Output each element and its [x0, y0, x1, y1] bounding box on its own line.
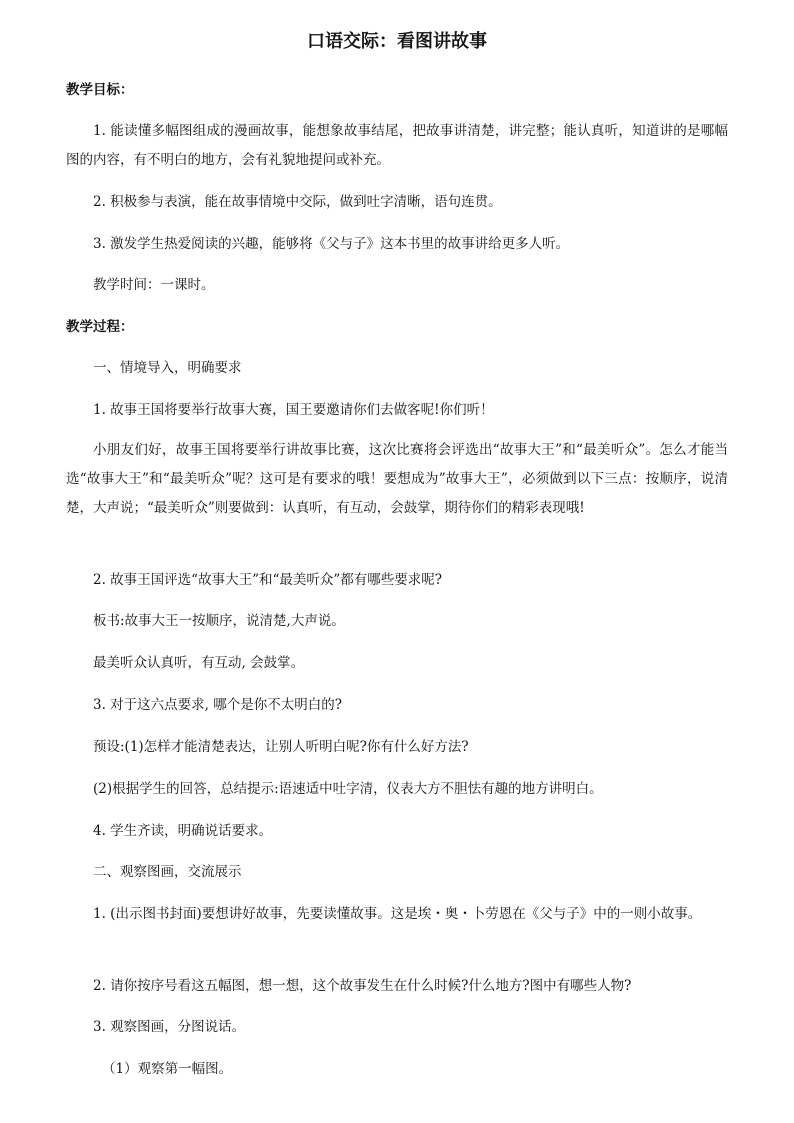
preset-2: (2)根据学生的回答，总结提示:语速适中吐字清，仪表大方不胆怯有趣的地方讲明白。	[93, 781, 603, 797]
goal-3: 3. 激发学生热爱阅读的兴趣，能够将《父与子》这本书里的故事讲给更多人听。	[93, 236, 570, 252]
item-1-3: 3. 对于这六点要求, 哪个是你不太明白的?	[93, 697, 342, 713]
goal-2: 2. 积极参与表演，能在故事情境中交际，做到吐字清晰，语句连贯。	[93, 194, 502, 210]
item-1-1: 1. 故事王国将要举行故事大赛，国王要邀请你们去做客呢!你们听！	[93, 402, 494, 418]
item-1-2: 2. 故事王国评选“故事大王”和“最美听众”都有哪些要求呢?	[93, 572, 443, 588]
goals-heading: 教学目标：	[66, 82, 134, 98]
preset-1: 预设:(1)怎样才能清楚表达，让别人听明白呢?你有什么好方法?	[93, 739, 469, 755]
teaching-time: 教学时间：一课时。	[93, 277, 215, 293]
audience-note: 最美听众认真听，有互动, 会鼓掌。	[93, 655, 305, 671]
item-1-4: 4. 学生齐读，明确说话要求。	[93, 823, 273, 839]
board-note: 板书:故事大王一按顺序，说清楚,大声说。	[93, 613, 345, 629]
item-2-2: 2. 请你按序号看这五幅图，想一想，这个故事发生在什么时候?什么地方?图中有哪些人物?	[93, 978, 632, 994]
process-heading: 教学过程：	[66, 319, 134, 335]
item-2-3: 3. 观察图画，分图说话。	[93, 1019, 246, 1035]
intro-paragraph: 小朋友们好，故事王国将要举行讲故事比赛，这次比赛将会评选出“故事大王”和“最美听众”。怎么才能当选“故事大王”和“最美听众”呢？这可是有要求的哦！要想成为”故事大王”，必须做到以下三点：按顺序，说清楚，大声说；“最美听众”则要做到：认真听，有互动，会鼓掌，期待你们的精彩表现哦!	[66, 442, 728, 516]
goal-1: 1. 能读懂多幅图组成的漫画故事，能想象故事结尾，把故事讲清楚，讲完整；能认真听，知道讲的是哪幅图的内容，有不明白的地方，会有礼貌地提问或补充。	[66, 123, 728, 168]
section-2-heading: 二、观察图画，交流展示	[93, 864, 242, 880]
item-2-1: 1. (出示图书封面)要想讲好故事，先要读懂故事。这是埃・奥・卜劳恩在《父与子》中的一则小故事。	[93, 906, 702, 922]
item-2-3-1: （1）观察第一幅图。	[102, 1061, 233, 1077]
section-1-heading: 一、情境导入，明确要求	[93, 360, 242, 376]
document-title: 口语交际：看图讲故事	[307, 31, 487, 52]
